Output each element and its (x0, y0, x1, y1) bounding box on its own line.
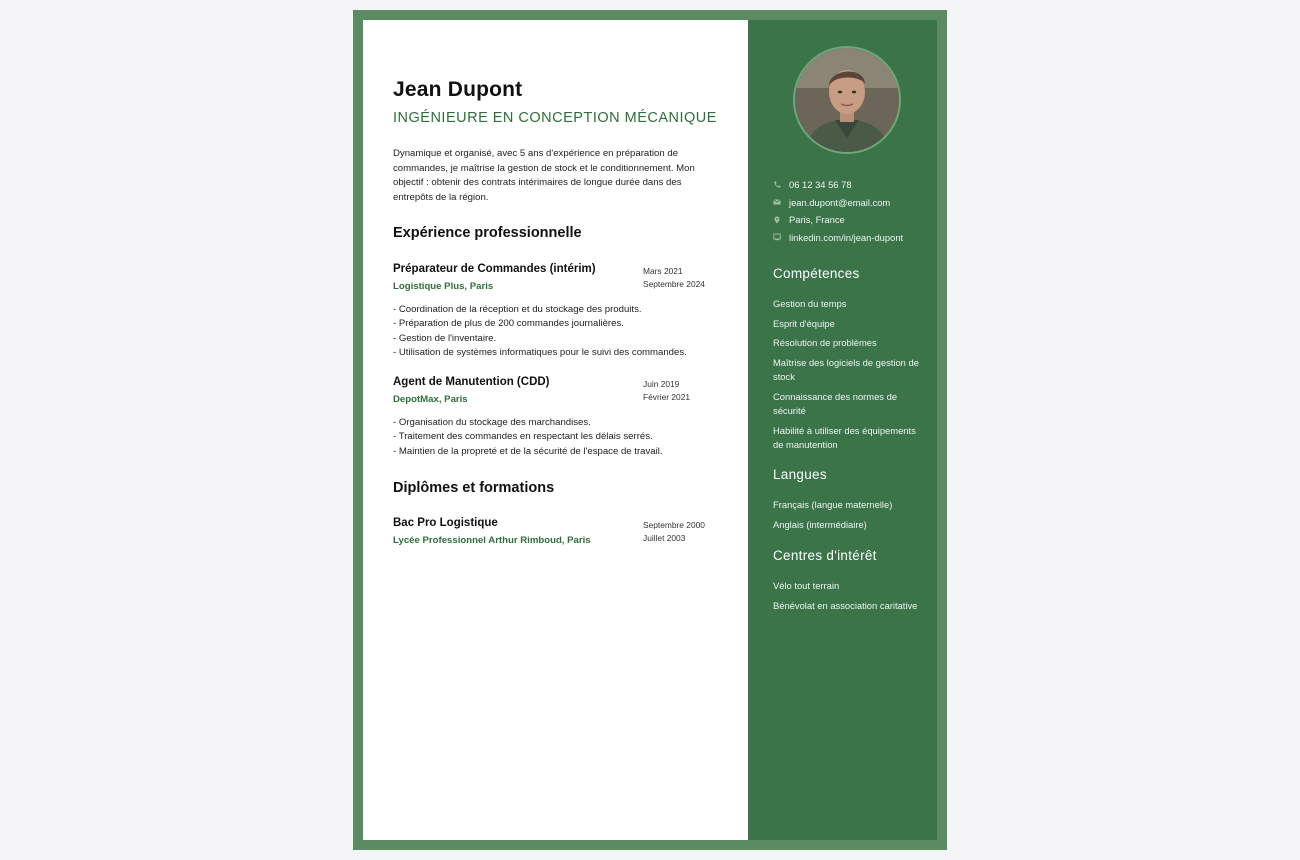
portrait-image (795, 48, 899, 152)
linkedin-icon (773, 233, 781, 241)
mail-icon (773, 198, 781, 206)
education-heading: Diplômes et formations (393, 480, 555, 496)
job-bullets (393, 416, 733, 459)
profile-photo (793, 46, 901, 154)
interests-list (773, 579, 923, 618)
main-column (363, 20, 748, 840)
list-item: Habilité à utiliser des équipements de manutention (773, 424, 916, 450)
list-item: Résolution de problèmes (773, 337, 877, 348)
candidate-name: Jean Dupont (393, 78, 523, 101)
job-dates (643, 378, 733, 404)
resume-page (353, 10, 947, 850)
job-dates (643, 265, 733, 291)
skills-heading: Compétences (773, 266, 860, 281)
skills-list (773, 297, 923, 458)
job-date-end: Février 2021 (643, 392, 691, 402)
school-name: Lycée Professionnel Arthur Rimboud, Paris (393, 535, 591, 546)
job-date-end: Septembre 2024 (643, 279, 705, 289)
list-item: Vélo tout terrain (773, 580, 840, 591)
languages-heading: Langues (773, 467, 827, 482)
list-item: Bénévolat en association caritative (773, 599, 918, 611)
list-item: - Utilisation de systèmes informatiques pour le suivi des commandes. (393, 346, 733, 360)
contact-email[interactable] (773, 194, 933, 212)
candidate-title: INGÉNIEURE EN CONCEPTION MÉCANIQUE (393, 110, 717, 126)
list-item: Connaissance des normes de sécurité (773, 390, 898, 416)
list-item: - Préparation de plus de 200 commandes journalières. (393, 317, 733, 331)
list-item: Anglais (intermédiaire) (773, 518, 867, 530)
list-item: - Maintien de la propreté et de la sécurité de l'espace de travail. (393, 445, 733, 459)
job-title: Préparateur de Commandes (intérim) (393, 263, 596, 275)
list-item: - Gestion de l'inventaire. (393, 332, 733, 346)
job-date-start: Mars 2021 (643, 266, 683, 276)
location-pin-icon (773, 216, 781, 224)
job-date-start: Juin 2019 (643, 379, 680, 389)
list-item: - Organisation du stockage des marchandises. (393, 416, 733, 430)
profile-summary: Dynamique et organisé, avec 5 ans d'expérience en préparation de commandes, je maîtrise la gestion de stock et le conditionnement. Mon objectif : obtenir des contrats intérimaires de longue durée dans des entrepôts de la région. (393, 148, 695, 203)
phone-icon (773, 181, 781, 189)
email-address: jean.dupont@email.com (789, 196, 891, 208)
job-bullets (393, 303, 733, 361)
linkedin-url: linkedin.com/in/jean-dupont (789, 231, 904, 243)
languages-list (773, 498, 923, 537)
degree-dates (643, 519, 733, 545)
list-item: Gestion du temps (773, 298, 847, 309)
degree-date-end: Juillet 2003 (643, 533, 686, 543)
phone-number: 06 12 34 56 78 (789, 179, 852, 191)
degree-date-start: Septembre 2000 (643, 520, 705, 530)
job-title: Agent de Manutention (CDD) (393, 376, 550, 388)
list-item: Maîtrise des logiciels de gestion de stock (773, 356, 919, 382)
contact-phone[interactable] (773, 176, 933, 194)
experience-heading: Expérience professionnelle (393, 225, 582, 241)
job-company: Logistique Plus, Paris (393, 281, 494, 292)
degree-title: Bac Pro Logistique (393, 517, 498, 529)
list-item: Esprit d'équipe (773, 317, 835, 329)
contact-list (773, 176, 933, 246)
list-item: - Coordination de la réception et du stockage des produits. (393, 303, 733, 317)
contact-linkedin[interactable] (773, 229, 933, 247)
location-text: Paris, France (789, 214, 845, 226)
list-item: - Traitement des commandes en respectant les délais serrés. (393, 430, 733, 444)
job-company: DepotMax, Paris (393, 394, 468, 405)
interests-heading: Centres d'intérêt (773, 548, 877, 563)
sidebar (748, 20, 937, 840)
list-item: Français (langue maternelle) (773, 499, 893, 510)
contact-location (773, 211, 933, 229)
